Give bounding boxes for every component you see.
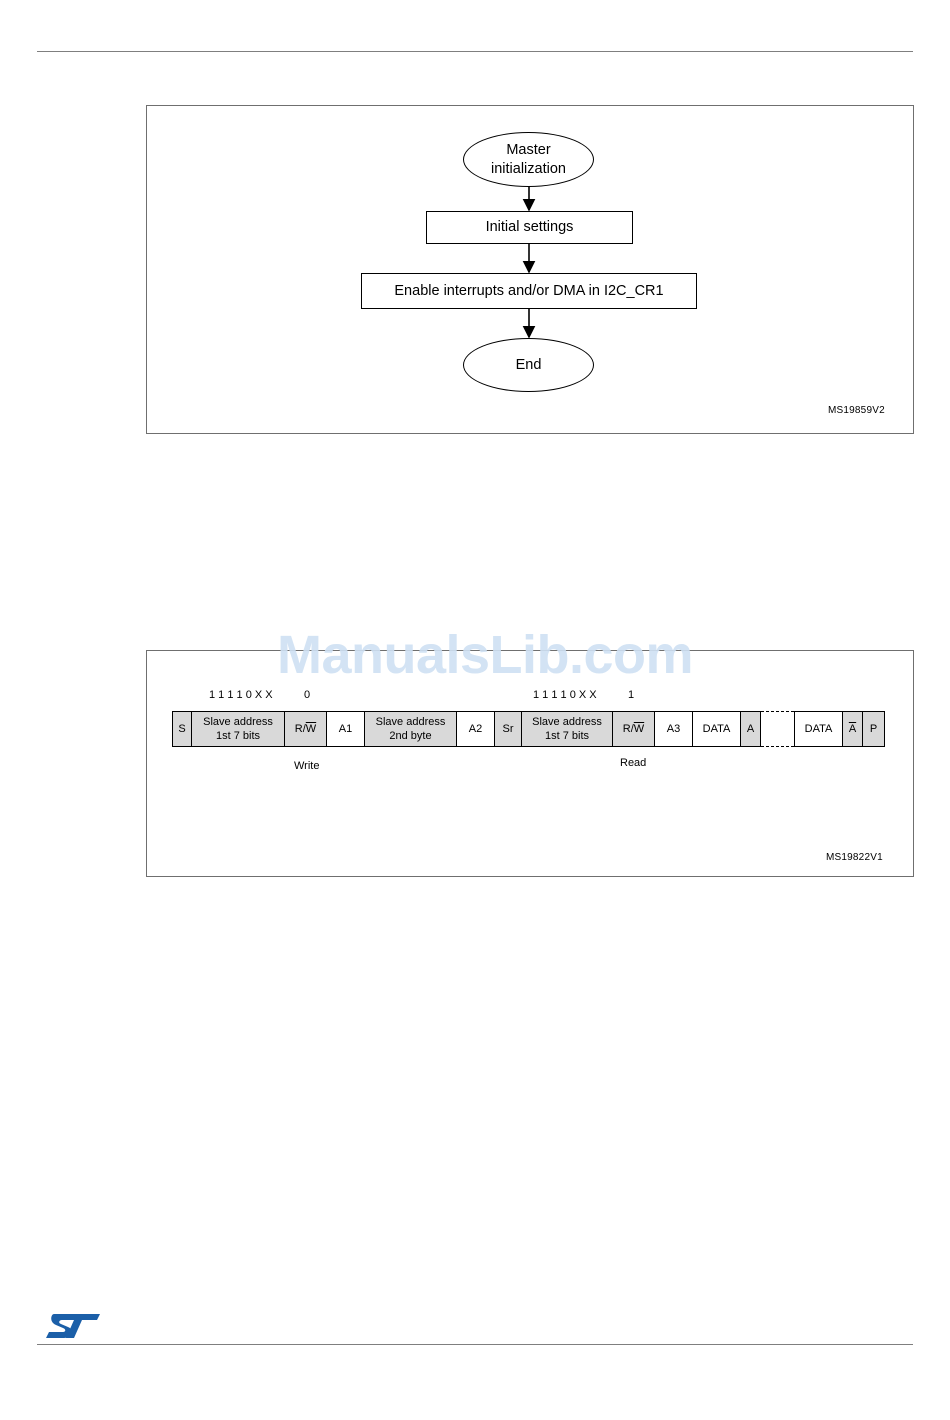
cell-slave-address-1: Slave address 1st 7 bits xyxy=(192,711,285,747)
node-master-init: Master initialization xyxy=(463,132,594,187)
bottom-rule xyxy=(37,1344,913,1345)
bits-label-1: 1 1 1 1 0 X X xyxy=(209,689,273,701)
cell-rw-2: $R/\overline{W}$ xyxy=(613,711,655,747)
cell-a2: A2 xyxy=(457,711,495,747)
bits-label-2: 1 1 1 1 0 X X xyxy=(533,689,597,701)
cell-ack: A xyxy=(741,711,761,747)
rw-value-1: 0 xyxy=(304,689,311,701)
cell-data-1: DATA xyxy=(693,711,741,747)
node-initial-settings: Initial settings xyxy=(426,211,633,244)
rw-value-2: 1 xyxy=(628,689,635,701)
write-label: Write xyxy=(294,760,320,772)
node-enable-interrupts: Enable interrupts and/or DMA in I2C_CR1 xyxy=(361,273,697,309)
cell-stop: P xyxy=(863,711,885,747)
frame-continuation xyxy=(761,711,794,747)
cell-nack: $\overline{A}$ xyxy=(843,711,863,747)
cell-data-2: DATA xyxy=(794,711,843,747)
cell-rw-1: $R/\overline{W}$ xyxy=(285,711,327,747)
st-logo-icon xyxy=(44,1312,102,1340)
flowchart-figure xyxy=(146,105,914,434)
cell-start: S xyxy=(172,711,192,747)
cell-a1: A1 xyxy=(327,711,365,747)
read-label: Read xyxy=(620,757,647,769)
top-rule xyxy=(37,51,913,52)
cell-slave-address-2: Slave address 2nd byte xyxy=(365,711,457,747)
watermark: ManualsLib.com xyxy=(276,625,694,685)
cell-repeated-start: Sr xyxy=(495,711,522,747)
figure-code: MS19859V2 xyxy=(828,405,885,416)
node-end: End xyxy=(463,338,594,392)
cell-a3: A3 xyxy=(655,711,693,747)
figure-code: MS19822V1 xyxy=(826,852,883,863)
cell-slave-address-3: Slave address 1st 7 bits xyxy=(522,711,613,747)
